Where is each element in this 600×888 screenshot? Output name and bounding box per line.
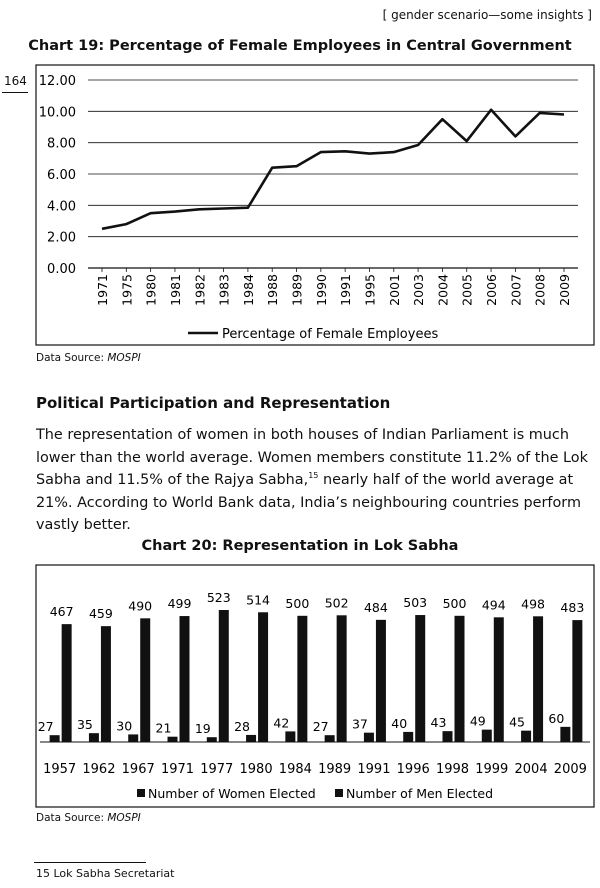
chart19-x-tick-label: 1984 [240,274,256,306]
chart19-source-prefix: Data Source: [36,352,108,364]
chart20-data-label-men: 500 [442,595,467,611]
footnote-reference: 15 [308,471,319,481]
chart20-data-label-men: 523 [206,590,231,605]
chart19-y-tick-label: 6.00 [47,168,76,183]
chart20-data-label-men: 503 [403,595,428,611]
page-number: 164 [4,74,27,88]
chart20-data-label-women: 43 [430,715,447,731]
chart19-x-tick-label: 1990 [313,274,329,306]
chart20-bar-men [101,626,111,742]
chart20-data-label-women: 35 [76,717,93,733]
chart20-x-tick-label: 1957 [43,762,77,777]
chart20-bar-men [376,620,386,742]
section-heading: Political Participation and Representation [36,394,391,412]
chart19-y-tick-label: 0.00 [47,262,76,277]
chart20-bar-women [560,727,570,742]
chart19-x-tick-label: 2003 [411,274,427,306]
chart19-y-tick-label: 10.00 [38,105,76,121]
chart20-title: Chart 20: Representation in Lok Sabha [141,538,459,554]
chart20-data-label-women: 19 [194,721,211,737]
body-paragraph [36,424,596,537]
chart20-legend-men-label: Number of Men Elected [346,786,494,801]
chart19-svg [0,60,600,350]
chart20-x-tick-label: 1967 [121,762,155,777]
chart20-bar-women [128,734,138,742]
chart19-x-tick-label: 1971 [95,274,110,306]
chart20-data-label-men: 499 [167,596,192,612]
chart19-legend-label: Percentage of Female Employees [222,327,439,342]
chart20-svg [0,560,600,810]
chart19-x-tick-label: 2005 [459,274,475,306]
chart20-bar-men [140,618,150,742]
chart19-x-tick-label: 1988 [265,274,281,306]
chart20-x-tick-label: 1962 [82,762,116,777]
chart20-bar-men [337,615,347,742]
chart20-bar-women [285,731,295,742]
chart20-bar-men [415,615,425,742]
chart19-x-tick-label: 1980 [143,274,159,306]
chart20-bar-men [219,610,229,742]
chart20-bar-men [180,616,190,742]
chart20-data-label-women: 21 [155,720,172,736]
chart20-data-label-women: 40 [391,715,408,731]
chart20-bar-women [521,731,531,742]
chart20-x-tick-label: 1989 [318,762,352,777]
chart20-source-prefix: Data Source: [36,812,108,824]
chart20-bar-men [297,616,307,742]
chart20-data-label-men: 467 [49,604,74,620]
chart20-x-tick-label: 1998 [435,762,470,777]
chart20-x-tick-label: 1977 [200,762,234,777]
chart19-x-tick-label: 2001 [386,274,402,306]
chart20-data-label-men: 494 [481,597,506,613]
chart20-bar-women [246,735,256,742]
chart19-x-tick-label: 2009 [557,274,572,306]
chart20-data-label-women: 27 [312,719,329,735]
chart19-series-line [102,110,564,229]
chart20-data-label-men: 500 [285,595,310,611]
chart19-x-tick-label: 2008 [532,274,548,306]
chart20-bar-women [168,737,178,742]
chart20-bar-women [443,731,453,742]
chart20-data-label-men: 483 [560,600,585,616]
chart20-data-label-men: 514 [246,592,271,608]
chart20-bar-women [207,737,217,742]
chart19-title: Chart 19: Percentage of Female Employees in Central Government [28,38,572,54]
chart19-source-name: MOSPI [107,352,141,364]
chart20-data-label-women: 37 [351,716,368,732]
chart20-x-tick-labels [43,762,587,777]
chart20-data-label-men: 490 [128,598,153,614]
chart20-data-label-men: 502 [324,595,349,611]
chart19-x-tick-label: 1991 [338,274,354,306]
chart19-x-tick-label: 1982 [192,274,208,306]
chart19-y-tick-label: 8.00 [47,136,76,152]
chart19-source [36,352,141,364]
chart20-data-label-women: 28 [234,718,251,734]
chart19-x-tick-label: 1983 [216,274,232,306]
chart20-x-tick-label: 1971 [160,762,195,777]
chart20-data-label-women: 49 [469,713,486,729]
chart19-x-tick-labels [95,268,572,306]
chart19-x-tick-label: 1995 [362,274,378,306]
chart20-source [36,812,141,824]
chart20-legend-men-swatch [335,789,343,797]
chart20-data-label-men: 459 [88,606,113,622]
chart20-data-label-women: 30 [116,718,133,734]
chart20-bar-men [494,617,504,742]
chart19-x-tick-label: 2004 [435,274,451,306]
chart20-bar-men [258,612,268,742]
chart20-x-tick-label: 1980 [239,762,273,777]
chart19-x-tick-label: 1989 [289,274,305,306]
chart19-x-tick-label: 1975 [119,274,135,306]
chart20-data-label-women: 60 [548,710,565,726]
chart19-y-tick-label: 4.00 [47,199,76,215]
chart19-x-tick-label: 1981 [167,274,183,306]
chart19-y-tick-label: 12.00 [38,74,76,89]
chart20-data-label-women: 45 [509,714,526,730]
running-head: [ gender scenario—some insights ] [382,8,592,22]
chart20-bar-women [89,733,99,742]
chart19-gridlines [88,80,578,268]
chart20-frame [36,565,594,807]
chart20-x-tick-label: 2004 [514,762,548,777]
chart20-bar-men [455,616,465,742]
chart19-y-tick-labels [39,74,76,277]
chart20-bar-women [50,735,60,742]
chart20-bar-women [325,735,335,742]
chart19-x-tick-label: 2006 [484,273,500,306]
chart20-data-label-women: 42 [273,715,290,731]
chart20-x-tick-label: 1984 [278,762,312,777]
chart20-x-tick-label: 1991 [357,762,391,777]
paragraph-text-2: nearly half of the world average at 21%. According to World Bank data, India’s neighbouring countries perform vastly better. [36,472,581,533]
chart20-data-label-women: 27 [37,719,54,735]
chart20-data-label-men: 498 [521,596,546,612]
chart19-x-tick-label: 2007 [508,274,524,306]
paragraph-text-1: The representation of women in both houses of Indian Parliament is much lower than the world average. Women members constitute 11.2% of the Lok Sabha and 11.5% of the Rajya Sabha, [36,427,588,488]
chart19-y-tick-label: 2.00 [47,230,76,246]
chart20-data-label-men: 484 [363,599,388,615]
chart20-bar-women [482,730,492,742]
chart20-x-tick-label: 1999 [475,762,509,777]
footnote: 15 Lok Sabha Secretariat [36,867,175,880]
chart20-bar-women [364,733,374,742]
chart20-bar-men [572,620,582,742]
chart20-x-tick-label: 1996 [396,762,430,777]
footnote-rule [34,862,146,863]
chart20-x-tick-label: 2009 [553,762,587,777]
chart20-source-name: MOSPI [107,812,141,824]
chart20-bar-women [403,732,413,742]
chart20-bar-men [62,624,72,742]
chart20-legend-women-label: Number of Women Elected [148,786,316,801]
chart20-legend-women-swatch [137,789,145,797]
chart20-bar-men [533,616,543,742]
